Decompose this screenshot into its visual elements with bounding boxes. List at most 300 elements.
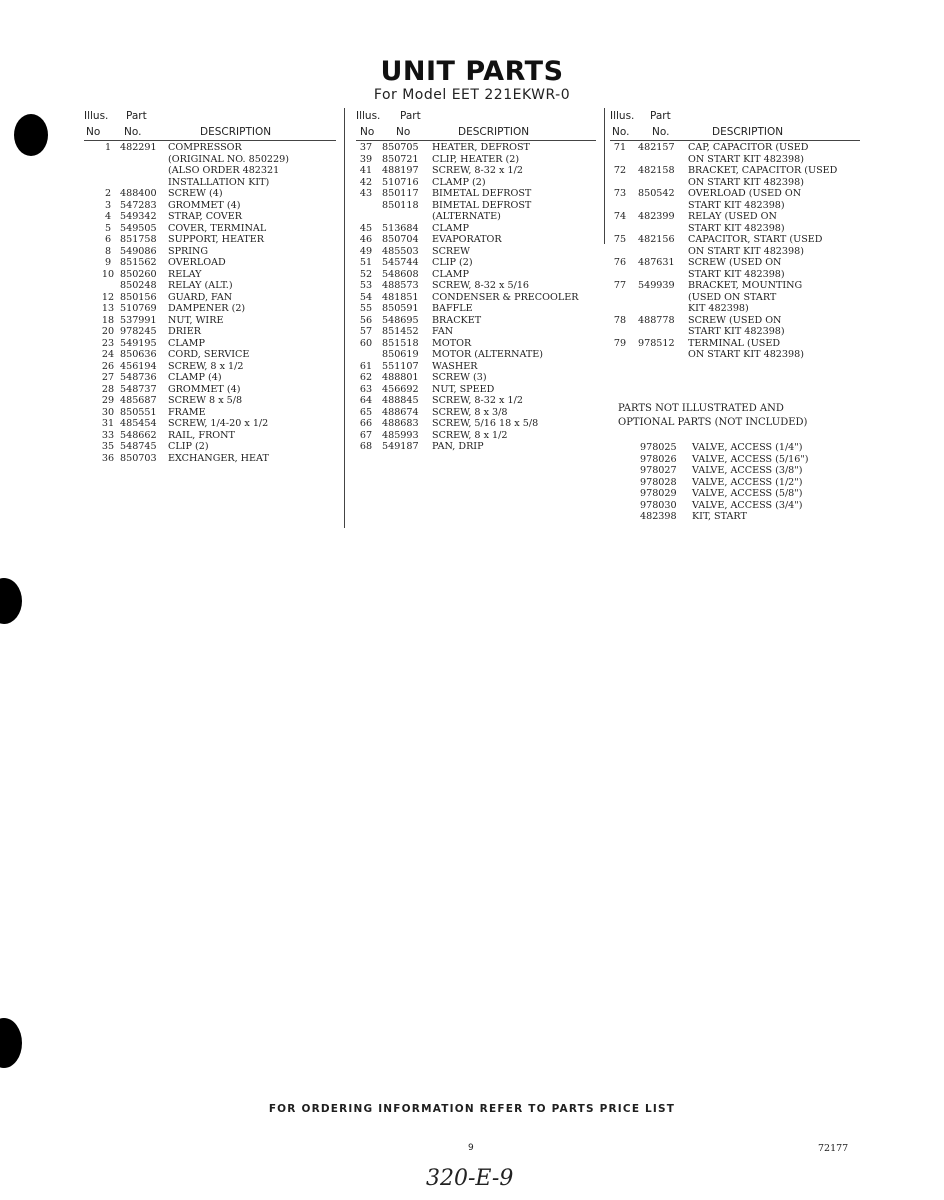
parts-column-2 (356, 110, 596, 453)
parts-row (610, 257, 860, 269)
part-description: SCREW (432, 245, 471, 257)
parts-row (356, 441, 596, 453)
part-description: DRIER (168, 326, 201, 337)
part-description: CLAMP (432, 222, 469, 234)
part-number: 850704 (382, 234, 419, 245)
illus-number: 64 (359, 395, 373, 406)
part-number: 510716 (382, 176, 419, 188)
illus-number: 67 (359, 429, 373, 441)
part-description: BRACKET, CAPACITOR (USED (688, 165, 838, 176)
parts-row (610, 349, 860, 361)
part-number: 549342 (120, 211, 157, 222)
part-number: 850591 (382, 303, 419, 314)
part-number: 850619 (382, 349, 419, 360)
parts-row (100, 384, 336, 396)
part-description: SCREW, 8-32 x 1/2 (432, 165, 523, 176)
header-part: Part (126, 110, 147, 122)
part-description: COVER, TERMINAL (168, 222, 267, 234)
punch-hole (0, 1018, 22, 1068)
part-description: INSTALLATION KIT) (168, 176, 270, 188)
parts-row (356, 303, 596, 315)
part-description: RELAY (USED ON (688, 211, 777, 222)
illus-number: 41 (359, 165, 373, 176)
illus-number: 23 (101, 337, 115, 349)
parts-column-1 (84, 110, 336, 464)
illus-number: 74 (613, 211, 627, 222)
parts-row (356, 211, 596, 223)
part-number: 485687 (120, 395, 157, 406)
illus-number: 9 (104, 257, 112, 268)
illus-number: 66 (359, 418, 373, 429)
part-number: 548745 (120, 441, 157, 452)
part-number: 488573 (382, 280, 419, 291)
part-number: 549939 (638, 280, 675, 291)
header-part: Part (400, 110, 421, 122)
illus-number: 72 (613, 165, 627, 176)
part-description: BRACKET (432, 314, 482, 326)
parts-row (356, 234, 596, 246)
header-rule (84, 140, 336, 141)
part-description: SCREW 8 x 5/8 (168, 395, 243, 406)
part-number: 850636 (120, 349, 157, 360)
illus-number: 8 (104, 245, 112, 257)
part-description: ON START KIT 482398) (688, 349, 804, 360)
part-description: SCREW, 8 x 3/8 (432, 406, 508, 418)
illus-number: 73 (613, 188, 627, 199)
parts-row (100, 234, 336, 246)
illus-number: 55 (359, 303, 373, 314)
part-description: TERMINAL (USED (688, 337, 781, 349)
header-description: DESCRIPTION (458, 126, 530, 138)
parts-row (100, 154, 336, 166)
parts-row (100, 361, 336, 373)
part-description: SCREW, 5/16 18 x 5/8 (432, 418, 539, 429)
parts-row (356, 165, 596, 177)
parts-row (356, 154, 596, 166)
parts-row (100, 280, 336, 292)
column-divider (604, 108, 605, 244)
part-number: 851452 (382, 326, 419, 337)
part-number: 482158 (638, 165, 675, 176)
part-description: CLIP (2) (168, 441, 209, 452)
part-description: MOTOR (ALTERNATE) (432, 349, 544, 360)
part-number: 456692 (382, 383, 419, 395)
parts-row (610, 338, 860, 350)
header-illus: Illus. (84, 110, 109, 122)
part-description: BIMETAL DEFROST (432, 188, 532, 199)
part-description: RELAY (ALT.) (168, 280, 233, 291)
part-number: 978029 (640, 488, 677, 499)
parts-row (100, 453, 336, 465)
illus-number: 35 (101, 441, 115, 452)
illus-number: 42 (359, 176, 373, 188)
part-number: 482156 (638, 234, 675, 245)
part-number: 978025 (640, 442, 677, 453)
part-number: 978028 (640, 476, 677, 488)
parts-row (610, 269, 860, 281)
parts-row (100, 223, 336, 235)
part-description: ON START KIT 482398) (688, 245, 804, 257)
part-number: 488197 (382, 165, 419, 176)
illus-number: 12 (101, 291, 115, 303)
part-description: RELAY (168, 268, 202, 280)
part-description: GROMMET (4) (168, 199, 241, 211)
parts-row (356, 326, 596, 338)
parts-row (100, 257, 336, 269)
page-title: UNIT PARTS (380, 56, 564, 87)
part-description: DAMPENER (2) (168, 303, 246, 314)
part-description: WASHER (432, 360, 478, 372)
part-number: 488400 (120, 188, 157, 199)
illus-number: 62 (359, 372, 373, 383)
part-number: 482398 (640, 511, 677, 522)
part-description: START KIT 482398) (688, 222, 785, 234)
punch-hole (0, 578, 22, 624)
header-illus: Illus. (356, 110, 381, 122)
part-description: CLAMP (432, 268, 469, 280)
part-description: SCREW (USED ON (688, 257, 782, 268)
illus-number: 31 (101, 418, 115, 429)
parts-row (356, 315, 596, 327)
illus-number: 10 (101, 268, 115, 280)
illus-number: 45 (359, 222, 373, 234)
parts-row (100, 142, 336, 154)
header-description: DESCRIPTION (712, 126, 784, 138)
part-number: 850118 (382, 199, 419, 211)
part-description: EVAPORATOR (432, 234, 502, 245)
parts-row (610, 315, 860, 327)
part-description: HEATER, DEFROST (432, 142, 530, 153)
parts-row (356, 177, 596, 189)
header-rule (356, 140, 596, 141)
illus-number: 28 (101, 383, 115, 395)
illus-number: 46 (359, 234, 373, 245)
parts-row (100, 418, 336, 430)
part-number: 482399 (638, 211, 675, 222)
part-number: 513684 (382, 222, 419, 234)
parts-row (100, 177, 336, 189)
handwritten-annotation: 320-E-9 (426, 1166, 514, 1191)
header-part-no: No. (652, 126, 670, 138)
part-description: SCREW, 8 x 1/2 (432, 429, 508, 441)
illus-number: 68 (359, 441, 373, 452)
model-subtitle: For Model EET 221EKWR-0 (373, 87, 571, 103)
part-number: 481851 (382, 291, 419, 303)
part-description: VALVE, ACCESS (3/8") (692, 465, 803, 476)
column-header (610, 110, 860, 142)
illus-number: 61 (359, 360, 373, 372)
part-description: CLAMP (2) (432, 176, 486, 188)
parts-row (100, 372, 336, 384)
part-description: KIT 482398) (688, 303, 749, 314)
illus-number: 13 (101, 303, 115, 314)
parts-row (356, 418, 596, 430)
parts-list (610, 142, 860, 361)
parts-row (100, 349, 336, 361)
part-number: 545744 (382, 257, 419, 268)
header-part: Part (650, 110, 671, 122)
parts-row (610, 177, 860, 189)
part-number: 488845 (382, 395, 419, 406)
illus-number: 39 (359, 153, 373, 165)
illus-number: 18 (101, 314, 115, 326)
part-description: RAIL, FRONT (168, 429, 235, 441)
part-description: SPRING (168, 245, 209, 257)
part-description: OVERLOAD (USED ON (688, 188, 802, 199)
part-number: 488778 (638, 314, 675, 326)
part-description: FAN (432, 326, 454, 337)
parts-row (610, 211, 860, 223)
illus-number: 43 (359, 188, 373, 199)
part-number: 548736 (120, 372, 157, 383)
part-number: 456194 (120, 360, 157, 372)
parts-row (356, 338, 596, 350)
part-description: BRACKET, MOUNTING (688, 280, 803, 291)
parts-row (356, 200, 596, 212)
part-description: SCREW, 8-32 x 5/16 (432, 280, 530, 291)
parts-row (100, 395, 336, 407)
part-description: CLAMP (4) (168, 372, 222, 383)
illus-number: 75 (613, 234, 627, 245)
parts-row (356, 430, 596, 442)
part-description: (ALTERNATE) (432, 211, 501, 222)
illus-number: 51 (359, 257, 373, 268)
part-number: 551107 (382, 360, 419, 372)
header-illus: Illus. (610, 110, 635, 122)
part-number: 850551 (120, 406, 157, 418)
part-number: 850703 (120, 452, 157, 464)
part-number: 547283 (120, 199, 157, 211)
header-rule (610, 140, 860, 141)
parts-row (610, 280, 860, 292)
illus-number: 65 (359, 406, 373, 418)
part-number: 482157 (638, 142, 675, 153)
illus-number: 20 (101, 326, 115, 337)
illus-number: 78 (613, 314, 627, 326)
part-number: 851518 (382, 337, 419, 349)
part-description: CONDENSER & PRECOOLER (432, 291, 579, 303)
part-description: (USED ON START (688, 291, 777, 303)
parts-row (100, 315, 336, 327)
parts-row (610, 326, 860, 338)
part-description: SCREW, 8-32 x 1/2 (432, 395, 523, 406)
part-number: 850248 (120, 280, 157, 291)
parts-row (356, 280, 596, 292)
part-description: ON START KIT 482398) (688, 153, 804, 165)
part-description: CLIP, HEATER (2) (432, 153, 520, 165)
header-no: No. (612, 126, 630, 138)
part-description: SCREW (USED ON (688, 314, 782, 326)
illus-number: 53 (359, 280, 373, 291)
part-number: 548662 (120, 429, 157, 441)
illus-number: 63 (359, 383, 373, 395)
part-description: (ALSO ORDER 482321 (168, 165, 280, 176)
part-number: 978026 (640, 453, 677, 465)
parts-row (100, 269, 336, 281)
punch-hole (14, 114, 48, 156)
parts-row (356, 372, 596, 384)
illus-number: 71 (613, 142, 627, 153)
part-description: BAFFLE (432, 303, 473, 314)
part-description: OVERLOAD (168, 257, 226, 268)
part-number: 850721 (382, 153, 419, 165)
illus-number: 30 (101, 406, 115, 418)
part-number: 485503 (382, 245, 419, 257)
illus-number: 60 (359, 337, 373, 349)
part-number: 482291 (120, 142, 157, 153)
part-number: 485454 (120, 418, 157, 429)
part-number: 978512 (638, 337, 675, 349)
header-no: No (360, 126, 375, 138)
parts-row (610, 154, 860, 166)
parts-row (356, 292, 596, 304)
part-description: SCREW, 1/4-20 x 1/2 (168, 418, 269, 429)
part-number: 850117 (382, 188, 419, 199)
parts-column-3 (610, 110, 860, 361)
illus-number: 57 (359, 326, 373, 337)
parts-row (610, 165, 860, 177)
part-number: 978027 (640, 465, 677, 476)
parts-row (356, 142, 596, 154)
parts-row (356, 361, 596, 373)
page-number: 9 (468, 1143, 474, 1153)
part-description: (ORIGINAL NO. 850229) (168, 153, 289, 165)
parts-row (100, 211, 336, 223)
part-description: START KIT 482398) (688, 199, 785, 211)
illus-number: 33 (101, 429, 115, 441)
part-description: FRAME (168, 406, 206, 418)
part-number: 851758 (120, 234, 157, 245)
column-header (84, 110, 336, 142)
parts-list (356, 142, 596, 453)
part-description: CLAMP (168, 337, 205, 349)
illus-number: 5 (104, 222, 112, 234)
parts-row (610, 303, 860, 315)
parts-row (100, 430, 336, 442)
illus-number: 4 (104, 211, 112, 222)
part-description: NUT, WIRE (168, 314, 224, 326)
illus-number: 79 (613, 337, 627, 349)
parts-row (100, 292, 336, 304)
illus-number: 24 (101, 349, 115, 360)
illus-number: 29 (101, 395, 115, 406)
parts-row (610, 292, 860, 304)
parts-row (356, 246, 596, 258)
part-description: GUARD, FAN (168, 291, 233, 303)
part-number: 487631 (638, 257, 675, 268)
parts-row (610, 223, 860, 235)
parts-row (100, 246, 336, 258)
part-number: 850260 (120, 268, 157, 280)
part-description: ON START KIT 482398) (688, 176, 804, 188)
parts-row (100, 200, 336, 212)
note-line: OPTIONAL PARTS (NOT INCLUDED) (618, 417, 808, 428)
illus-number: 2 (104, 188, 112, 199)
part-number: 548608 (382, 268, 419, 280)
part-description: VALVE, ACCESS (3/4") (692, 499, 803, 511)
illus-number: 52 (359, 268, 373, 280)
part-description: GROMMET (4) (168, 383, 241, 395)
parts-row (356, 395, 596, 407)
parts-row (100, 165, 336, 177)
parts-row (610, 246, 860, 258)
parts-row (610, 188, 860, 200)
illus-number: 49 (359, 245, 373, 257)
header-description: DESCRIPTION (200, 126, 272, 138)
part-description: CAPACITOR, START (USED (688, 234, 823, 245)
parts-row (356, 349, 596, 361)
parts-list (100, 142, 336, 464)
part-description: MOTOR (432, 337, 472, 349)
header-part-no: No (396, 126, 411, 138)
part-number: 549086 (120, 245, 157, 257)
illus-number: 76 (613, 257, 627, 268)
part-number: 850705 (382, 142, 419, 153)
parts-row (100, 303, 336, 315)
part-number: 510769 (120, 303, 157, 314)
part-description: PAN, DRIP (432, 441, 484, 452)
part-number: 485993 (382, 429, 419, 441)
illus-number: 6 (104, 234, 112, 245)
part-number: 488674 (382, 406, 419, 418)
part-description: START KIT 482398) (688, 326, 785, 337)
illus-number: 37 (359, 142, 373, 153)
part-number: 978030 (640, 499, 677, 511)
part-number: 978245 (120, 326, 157, 337)
part-description: EXCHANGER, HEAT (168, 452, 269, 464)
part-number: 537991 (120, 314, 157, 326)
part-description: VALVE, ACCESS (1/2") (692, 476, 803, 488)
parts-row (356, 223, 596, 235)
header-part-no: No. (124, 126, 142, 138)
parts-row (100, 338, 336, 350)
part-number: 549505 (120, 222, 157, 234)
part-description: CAP, CAPACITOR (USED (688, 142, 809, 153)
part-description: VALVE, ACCESS (1/4") (692, 442, 803, 453)
part-number: 548737 (120, 383, 157, 395)
part-description: BIMETAL DEFROST (432, 199, 532, 211)
parts-row (100, 441, 336, 453)
parts-row (356, 257, 596, 269)
part-number: 548695 (382, 314, 419, 326)
note-line: PARTS NOT ILLUSTRATED AND (618, 403, 784, 414)
illus-number: 1 (104, 142, 112, 153)
part-number: 488801 (382, 372, 419, 383)
column-header (356, 110, 596, 142)
part-description: SUPPORT, HEATER (168, 234, 264, 245)
part-number: 549195 (120, 337, 157, 349)
document-code: 72177 (818, 1143, 849, 1154)
parts-row (100, 407, 336, 419)
parts-row (356, 407, 596, 419)
illus-number: 27 (101, 372, 115, 383)
part-description: SCREW (3) (432, 372, 487, 383)
part-number: 488683 (382, 418, 419, 429)
part-description: KIT, START (692, 511, 747, 522)
footer-ordering-info: FOR ORDERING INFORMATION REFER TO PARTS PRICE LIST (268, 1103, 676, 1115)
part-number: 850156 (120, 291, 157, 303)
part-description: NUT, SPEED (432, 383, 495, 395)
part-number: 850542 (638, 188, 675, 199)
part-description: VALVE, ACCESS (5/16") (692, 453, 809, 465)
illus-number: 26 (101, 360, 115, 372)
parts-row (610, 200, 860, 212)
part-description: COMPRESSOR (168, 142, 242, 153)
part-description: STRAP, COVER (168, 211, 242, 222)
illus-number: 77 (613, 280, 627, 291)
part-description: SCREW, 8 x 1/2 (168, 360, 244, 372)
illus-number: 3 (104, 199, 112, 211)
